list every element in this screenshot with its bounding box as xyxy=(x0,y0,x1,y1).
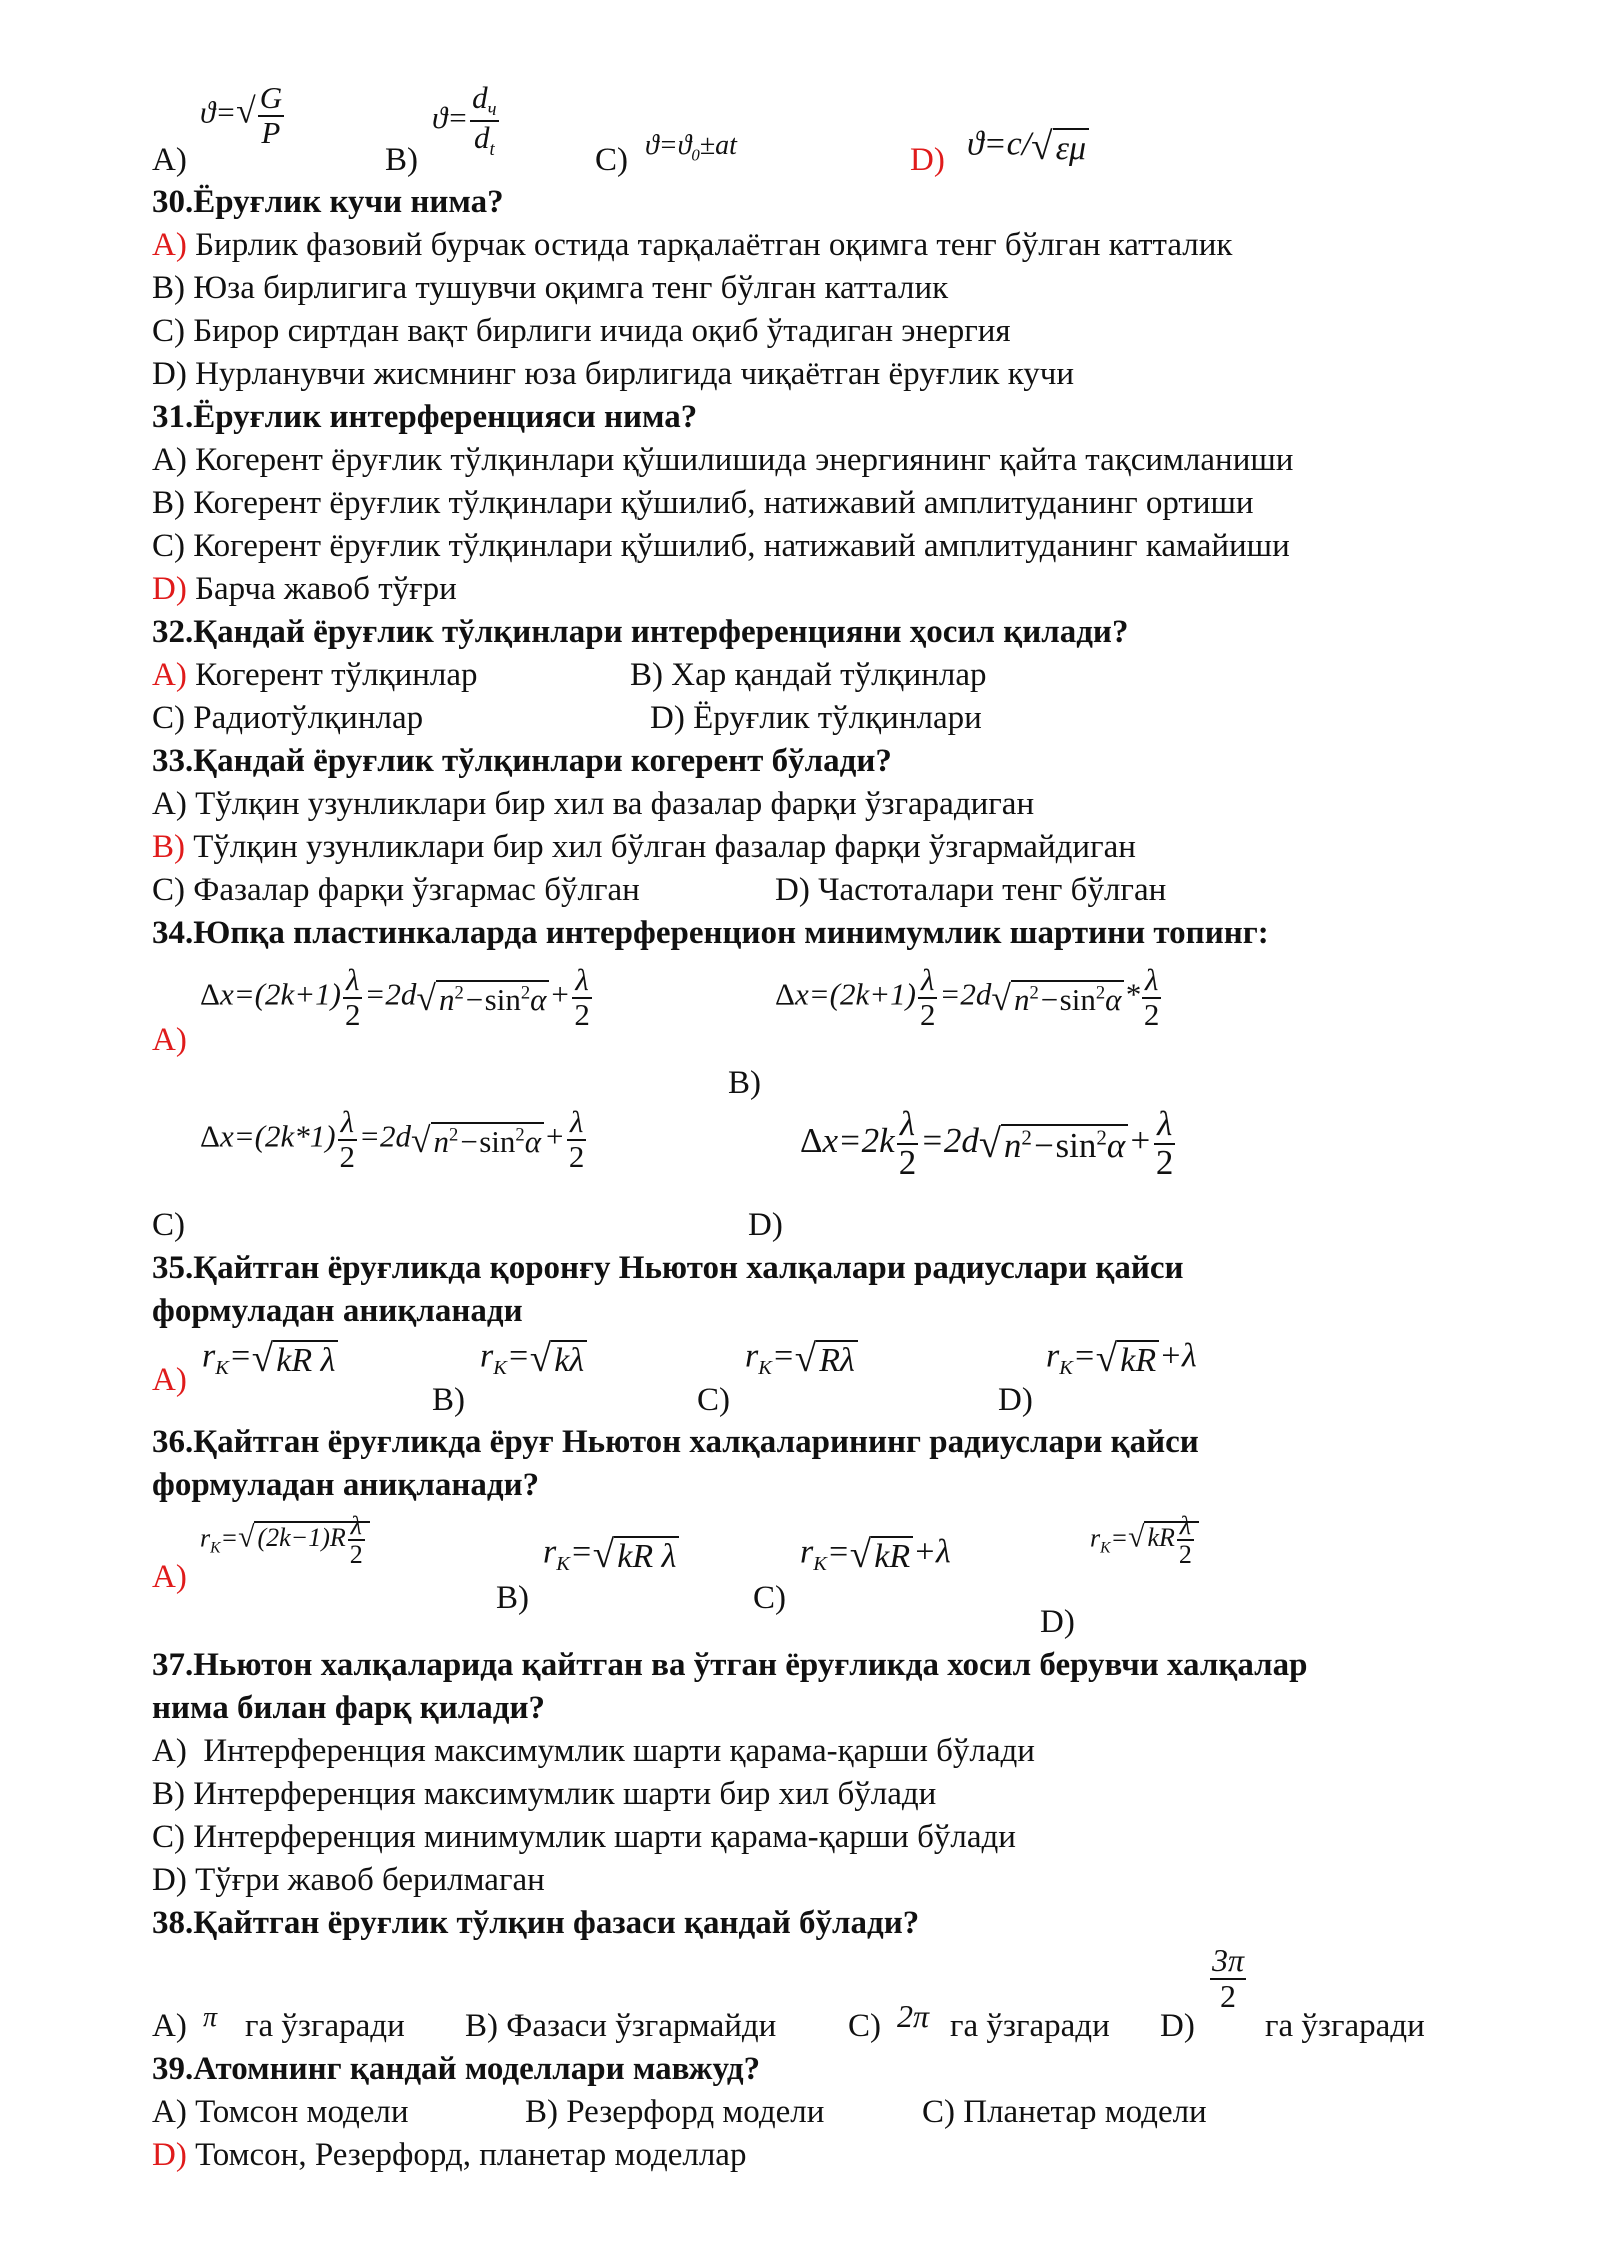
q38-text-a: га ўзгаради xyxy=(245,2008,405,2044)
q29-formula-a: ϑ=√ $\frac{G}{P}$ xyxy=(200,80,283,150)
q36-formula-c: $r_K=√kR+\lambda$ xyxy=(800,1533,951,1576)
q33-option-d: D) Частоталари тенг бўлган xyxy=(775,872,1167,908)
q35-formula-c: $r_K=√R\lambda$ xyxy=(745,1336,858,1381)
q38-fraction-d xyxy=(1208,1944,1248,2013)
q31-option-d-label: D) xyxy=(152,571,187,607)
q36-title-line-2: формуладан аниқланади? xyxy=(152,1467,540,1503)
q29-label-d: D) xyxy=(910,142,945,178)
q38-symbol-a: π xyxy=(203,2002,218,2033)
q30-option-a xyxy=(152,225,1232,265)
q36-label-d: D) xyxy=(1040,1604,1075,1640)
q33-option-b-label: B) xyxy=(152,829,185,865)
q30-option-c: C) Бирор сиртдан вақт бирлиги ичида оқиб ўтадиган энергия xyxy=(152,313,1011,349)
q33-title: 33.Қандай ёруғлик тўлқинлари когерент бўлади? xyxy=(152,743,892,779)
q35-label-b: B) xyxy=(432,1382,465,1418)
q30-title: 30.Ёруғлик кучи нима? xyxy=(152,184,504,220)
q38-fraction-numerator: 3π xyxy=(1212,1942,1245,1978)
q31-option-b: B) Когерент ёруғлик тўлқинлари қўшилиб, натижавий амплитуданинг ортиши xyxy=(152,485,1254,521)
q37-option-c: C) Интерференция минимумлик шарти қарама-қарши бўлади xyxy=(152,1819,1016,1855)
q36-title-line-1: 36.Қайтган ёруғликда ёруғ Ньютон халқаларининг радиуслари қайси xyxy=(152,1424,1199,1460)
q38-fraction-denominator: 2 xyxy=(1220,1977,1237,2014)
q37-title-line-1: 37.Ньютон халқаларида қайтган ва ўтган ёруғликда хосил берувчи халқалар xyxy=(152,1647,1308,1683)
q36-label-c: C) xyxy=(753,1580,786,1616)
q33-option-c: C) Фазалар фарқи ўзгармас бўлган xyxy=(152,872,640,908)
q36-formula-b: $r_K=√kR$ λ xyxy=(543,1532,679,1577)
q32-option-c: C) Радиотўлқинлар xyxy=(152,700,424,736)
q32-option-b: B) Хар қандай тўлқинлар xyxy=(630,657,987,693)
q33-option-a: A) Тўлқин узунликлари бир хил ва фазалар фарқи ўзгарадиган xyxy=(152,786,1035,822)
q29-label-c: C) xyxy=(595,142,628,178)
q35-label-d: D) xyxy=(998,1382,1033,1418)
q34-label-b: B) xyxy=(728,1065,761,1101)
q38-symbol-c: 2π xyxy=(897,1998,930,2034)
q34-formula-c: Δx=(2k*1) $\frac{\lambda}{2}$ $=2d√n^2-\sin^2\alpha+$ $\frac{\lambda}{2}$ xyxy=(200,1104,585,1174)
q34-title: 34.Юпқа пластинкаларда интерференцион минимумлик шартини топинг: xyxy=(152,915,1269,951)
q37-option-b: B) Интерференция максимумлик шарти бир хил бўлади xyxy=(152,1776,937,1812)
q30-option-d: D) Нурланувчи жисмнинг юза бирлигида чиқаётган ёруғлик кучи xyxy=(152,356,1075,392)
q39-option-c: C) Планетар модели xyxy=(922,2094,1207,2130)
q32-option-a-text: Когерент тўлқинлар xyxy=(195,657,478,693)
q36-label-b: B) xyxy=(496,1580,529,1616)
q37-option-a: A) Интерференция максимумлик шарти қарама-қарши бўлади xyxy=(152,1733,1035,1769)
q32-title: 32.Қандай ёруғлик тўлқинлари интерференцияни ҳосил қилади? xyxy=(152,614,1129,650)
q35-title-line-2: формуладан аниқланади xyxy=(152,1293,523,1329)
q38-label-c: C) xyxy=(848,2008,881,2044)
q32-option-a-label: A) xyxy=(152,657,187,693)
q29-label-a: A) xyxy=(152,142,187,178)
q37-title-line-2: нима билан фарқ қилади? xyxy=(152,1690,546,1726)
q29-formula-c: $ϑ=ϑ_0\pm at$ xyxy=(645,130,737,165)
q38-option-b: B) Фазаси ўзгармайди xyxy=(465,2008,777,2044)
q37-option-d: D) Тўғри жавоб берилмаган xyxy=(152,1862,545,1898)
q39-option-d xyxy=(152,2135,746,2175)
q30-option-a-text: Бирлик фазовий бурчак остида тарқалаётган оқимга тенг бўлган катталик xyxy=(195,227,1233,263)
q38-title: 38.Қайтган ёруғлик тўлқин фазаси қандай бўлади? xyxy=(152,1905,920,1941)
q34-label-a: A) xyxy=(152,1022,187,1058)
q29-label-b: B) xyxy=(385,142,418,178)
q35-title-line-1: 35.Қайтган ёруғликда қоронғу Ньютон халқалари радиуслари қайси xyxy=(152,1250,1184,1286)
q33-option-b xyxy=(152,827,1136,867)
q33-option-b-text: Тўлқин узунликлари бир хил бўлган фазалар фарқи ўзгармайдиган xyxy=(193,829,1136,865)
q39-option-d-text: Томсон, Резерфорд, планетар моделлар xyxy=(195,2137,747,2173)
q31-option-d-text: Барча жавоб тўғри xyxy=(195,571,457,607)
q36-formula-a: $r_K=√$ (2k−1)R $\frac{\lambda}{2}$ xyxy=(200,1512,370,1569)
q35-formula-b: $r_K=√k\lambda$ xyxy=(480,1336,587,1381)
q35-label-a: A) xyxy=(152,1362,187,1398)
q34-formula-d: Δx=2k $\frac{\lambda}{2}$ $=2d√n^2-\sin^2\alpha+$ $\frac{\lambda}{2}$ xyxy=(800,1104,1174,1182)
q38-label-d: D) xyxy=(1160,2008,1195,2044)
q31-option-d xyxy=(152,569,457,609)
q35-formula-d: $r_K=√kR+\lambda$ xyxy=(1046,1337,1197,1380)
q32-option-d: D) Ёруғлик тўлқинлари xyxy=(650,700,982,736)
q38-label-a: A) xyxy=(152,2008,187,2044)
q34-label-d: D) xyxy=(748,1207,783,1243)
q34-label-c: C) xyxy=(152,1207,185,1243)
q30-option-a-label: A) xyxy=(152,227,187,263)
q29-formula-b: ϑ= $\frac{d_ч}{d_t}$ xyxy=(432,80,497,160)
q36-label-a: A) xyxy=(152,1559,187,1595)
q31-option-a: A) Когерент ёруғлик тўлқинлари қўшилишида энергиянинг қайта тақсимланиши xyxy=(152,442,1294,478)
q30-option-b: B) Юза бирлигига тушувчи оқимга тенг бўлган катталик xyxy=(152,270,949,306)
q35-label-c: C) xyxy=(697,1382,730,1418)
q39-title: 39.Атомнинг қандай моделлари мавжуд? xyxy=(152,2051,761,2087)
q34-formula-a: Δx=(2k+1) $\frac{\lambda}{2}$ $=2d√n^2-\sin^2\alpha+$ $\frac{\lambda}{2}$ xyxy=(200,962,590,1032)
q39-option-d-label: D) xyxy=(152,2137,187,2173)
q36-formula-d: $r_K=√$ kR $\frac{\lambda}{2}$ xyxy=(1090,1512,1199,1569)
q34-formula-b: Δx=(2k+1) $\frac{\lambda}{2}$ $=2d√n^2-\sin^2\alpha*$ $\frac{\lambda}{2}$ xyxy=(775,962,1160,1032)
q31-title: 31.Ёруғлик интерференцияси нима? xyxy=(152,399,698,435)
q38-text-d: га ўзгаради xyxy=(1265,2008,1425,2044)
q32-option-a xyxy=(152,655,478,695)
q38-text-c: га ўзгаради xyxy=(950,2008,1110,2044)
q39-option-a: A) Томсон модели xyxy=(152,2094,409,2130)
q39-option-b: B) Резерфорд модели xyxy=(525,2094,825,2130)
q29-formula-d: ϑ=c/√εμ xyxy=(967,124,1089,169)
q31-option-c: C) Когерент ёруғлик тўлқинлари қўшилиб, натижавий амплитуданинг камайиши xyxy=(152,528,1290,564)
q35-formula-a: $r_K=√kR$ λ xyxy=(202,1336,338,1381)
